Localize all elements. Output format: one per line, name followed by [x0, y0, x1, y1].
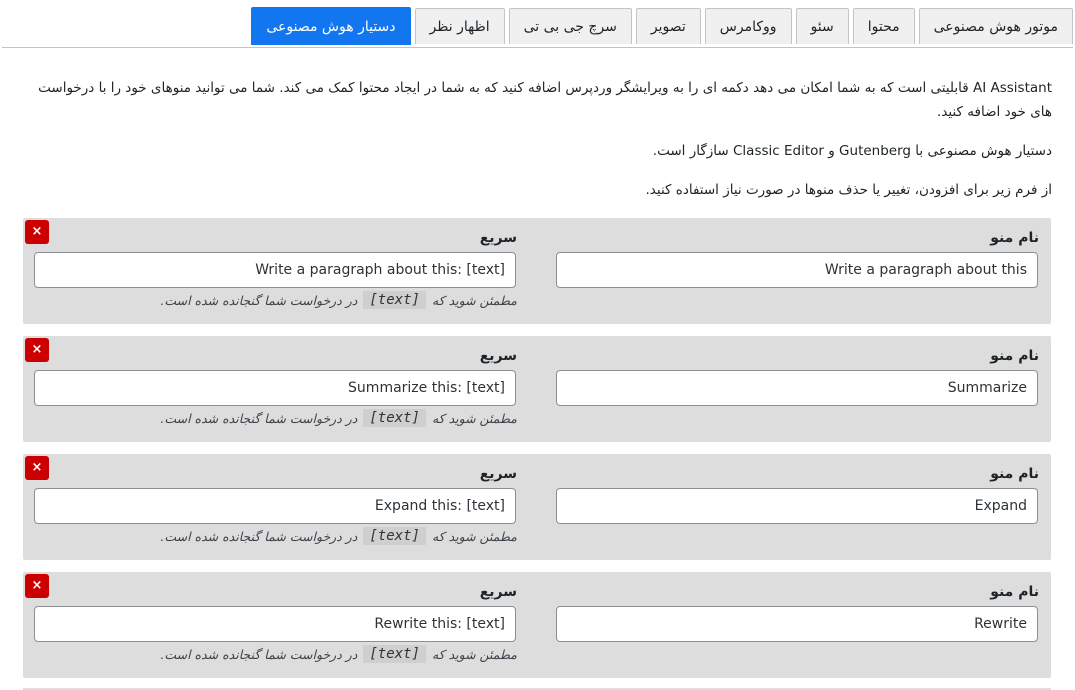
tab-comments[interactable]: اظهار نظر: [415, 8, 505, 44]
hint-after: در درخواست شما گنجانده شده است.: [160, 528, 358, 544]
menu-rows: [23, 218, 1051, 690]
delete-menu-button[interactable]: ×: [25, 338, 49, 362]
hint-before: مطمئن شوید که: [431, 410, 517, 426]
hint-after: در درخواست شما گنجانده شده است.: [160, 410, 358, 426]
menu-row: [23, 336, 1051, 442]
hint-after: در درخواست شما گنجانده شده است.: [160, 292, 358, 308]
menu-name-label: نام منو: [990, 466, 1039, 482]
tab-bar: [2, 0, 1073, 48]
prompt-label: سریع: [479, 584, 517, 600]
prompt-label: سریع: [479, 230, 517, 246]
hint-before: مطمئن شوید که: [431, 292, 517, 308]
hint-code: [text]: [363, 527, 426, 545]
menu-name-label: نام منو: [990, 584, 1039, 600]
delete-menu-button[interactable]: ×: [25, 574, 49, 598]
menu-row: [23, 572, 1051, 678]
menu-name-input[interactable]: [556, 252, 1038, 288]
hint-code: [text]: [363, 291, 426, 309]
intro-description: AI Assistant قابلیتی است که به شما امکان می دهد دکمه ای را به ویرایشگر وردپرس اضافه کنید که به شما در ایجاد محتوا کمک می کند. شما می توانید منوهای خود را با درخواست های خود اضافه کنید.: [38, 80, 1052, 120]
menu-row: [23, 218, 1051, 324]
prompt-label: سریع: [479, 466, 517, 482]
tab-seo[interactable]: سئو: [796, 8, 849, 44]
prompt-hint: [160, 291, 517, 309]
tab-list: [251, 8, 1073, 45]
prompt-label: سریع: [479, 348, 517, 364]
intro-section: [22, 76, 1052, 217]
tab-search-gpt[interactable]: سرچ جی بی تی: [509, 8, 632, 44]
prompt-input[interactable]: [34, 488, 516, 524]
delete-menu-button[interactable]: ×: [25, 456, 49, 480]
prompt-hint: [160, 645, 517, 663]
menu-name-label: نام منو: [990, 348, 1039, 364]
menu-row: [23, 454, 1051, 560]
intro-instructions: از فرم زیر برای افزودن، تغییر یا حذف منوها در صورت نیاز استفاده کنید.: [645, 182, 1052, 198]
tab-ai-assistant[interactable]: دستیار هوش مصنوعی: [251, 7, 410, 45]
prompt-hint: [160, 527, 517, 545]
menu-name-input[interactable]: [556, 370, 1038, 406]
hint-before: مطمئن شوید که: [431, 646, 517, 662]
prompt-hint: [160, 409, 517, 427]
menu-name-input[interactable]: [556, 488, 1038, 524]
hint-before: مطمئن شوید که: [431, 528, 517, 544]
prompt-input[interactable]: [34, 606, 516, 642]
delete-menu-button[interactable]: ×: [25, 220, 49, 244]
tab-content[interactable]: محتوا: [853, 8, 915, 44]
intro-compatibility: دستیار هوش مصنوعی با Gutenberg و Classic Editor سازگار است.: [652, 143, 1052, 159]
menu-name-label: نام منو: [990, 230, 1039, 246]
tab-woocommerce[interactable]: ووکامرس: [705, 8, 792, 44]
menu-name-input[interactable]: [556, 606, 1038, 642]
hint-code: [text]: [363, 409, 426, 427]
prompt-input[interactable]: [34, 252, 516, 288]
hint-code: [text]: [363, 645, 426, 663]
tab-image[interactable]: تصویر: [636, 8, 701, 44]
hint-after: در درخواست شما گنجانده شده است.: [160, 646, 358, 662]
prompt-input[interactable]: [34, 370, 516, 406]
tab-ai-engine[interactable]: موتور هوش مصنوعی: [919, 8, 1073, 44]
